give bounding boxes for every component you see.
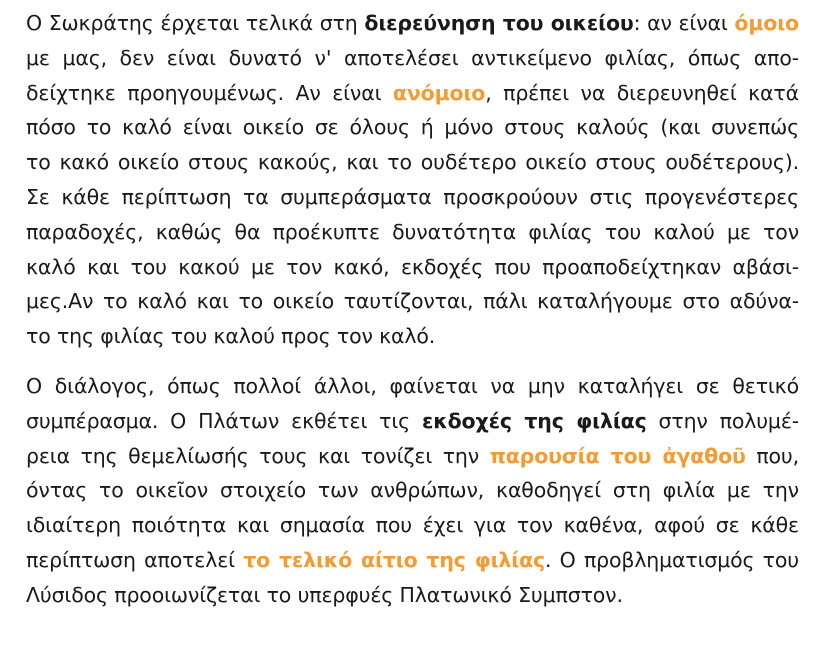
text-line [26,284,799,319]
text-run: ιδιαίτερη ποιότητα και σημασία που έχει για τον καθένα, αφού σε κάθε [26,513,799,538]
text-run: μες.Αν το καλό και το οικείο ταυτίζονται, πάλι καταλήγουμε στο αδύνα- [26,289,799,314]
text-run: Λύσιδος προοιωνίζεται το υπερφυές Πλατωνικό Συμπστον. [26,582,623,607]
text-run: παραδοχές, καθώς θα προέκυπτε δυνατότητα φιλίας του καλού με τον [26,219,799,244]
document-body [26,6,799,613]
text-line [26,319,799,354]
text-line [26,473,799,508]
text-run: περίπτωση αποτελεί [26,547,244,572]
text-run: . Ο προβληματισμός του [545,547,799,572]
highlighted-phrase: παρουσία του ἀγαθοῦ [489,443,746,468]
text-line [26,110,799,145]
text-run: καλό και του κακού με τον κακό, εκδοχές που προαποδείχτηκαν αβάσι- [26,254,799,279]
text-line [26,369,799,404]
text-line [26,250,799,285]
text-run: πόσο το καλό είναι οικείο σε όλους ή μόνο στους καλούς (και συνεπώς [26,115,799,140]
text-line [26,543,799,578]
text-run: που, [745,443,800,468]
text-run: δείχτηκε προηγουμένως. Αν είναι [26,80,393,105]
highlighted-phrase: όμοιο [734,11,799,35]
text-run: το κακό οικείο στους κακούς, και το ουδέτερο οικείο στους ουδέτερους). [26,150,799,175]
text-line [26,508,799,543]
text-line [26,145,799,180]
text-line [26,404,799,439]
paragraph [26,369,799,613]
text-run: Ο Σωκράτης έρχεται τελικά στη [26,11,365,35]
text-run: όντας το οικεῖον στοιχείο των ανθρώπων, καθοδηγεί στη φιλία με την [26,478,799,503]
text-run: συμπέρασμα. Ο Πλάτων εκθέτει τις [26,408,422,433]
text-run: στην πολυμέ- [646,408,799,433]
text-run: , πρέπει να διερευνηθεί κατά [485,80,799,105]
text-line [26,6,799,41]
text-line [26,578,799,613]
text-run: Σε κάθε περίπτωση τα συμπεράσματα προσκρούουν στις προγενέστερες [26,184,799,209]
highlighted-phrase: ανόμοιο [392,80,486,105]
text-line [26,215,799,250]
text-line [26,76,799,111]
text-run: το της φιλίας του καλού προς τον καλό. [26,324,436,349]
bold-phrase: εκδοχές της φιλίας [421,408,647,433]
text-run: Ο διάλογος, όπως πολλοί άλλοι, φαίνεται να μην καταλήγει σε θετικό [26,373,799,398]
text-line [26,439,799,474]
text-run: με μας, δεν είναι δυνατό ν' αποτελέσει αντικείμενο φιλίας, όπως απο- [26,45,799,70]
bold-phrase: διερεύνηση του οικείου [364,11,634,35]
text-run: ρεια της θεμελίωσής τους και τονίζει την [26,443,490,468]
highlighted-phrase: το τελικό αίτιο της φιλίας [243,547,546,572]
text-line [26,41,799,76]
text-run: : αν είναι [633,11,735,35]
text-line [26,180,799,215]
paragraph [26,6,799,354]
